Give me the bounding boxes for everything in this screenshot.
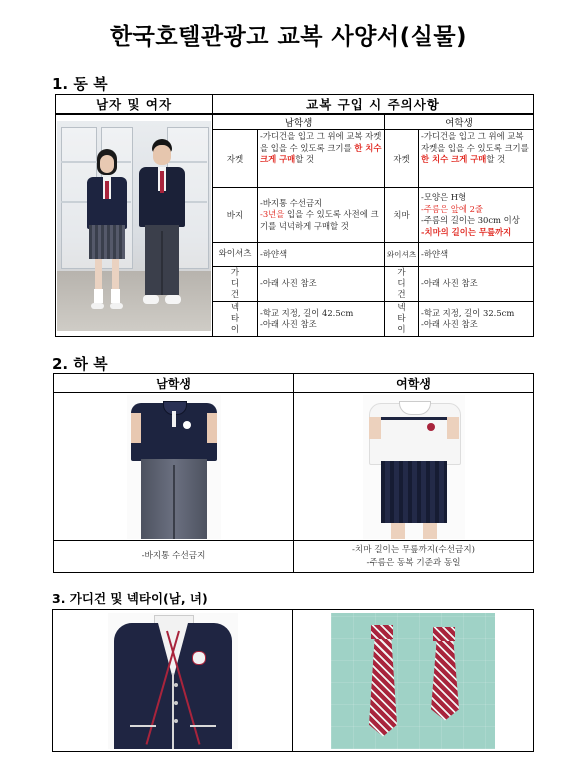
male-cardigan-label: 가디건 <box>213 267 258 302</box>
col-right-header: 교복 구입 시 주의사항 <box>213 95 534 115</box>
female-skirt-label: 치마 <box>385 188 419 243</box>
male-tie-note: -학교 지정, 길이 42.5cm -아래 사진 참조 <box>258 302 385 337</box>
male-header: 남학생 <box>213 114 385 130</box>
female-shirt-note: -하얀색 <box>419 243 534 267</box>
female-jacket-note: -가디건을 입고 그 위에 교복 자켓을 입을 수 있도록 크기를 한 치수 크게 구매할 것 <box>419 130 534 188</box>
summer-male-photo-cell <box>54 393 294 541</box>
section-winter-heading: 1. 동 복 <box>52 75 108 93</box>
section-summer-heading: 2. 하 복 <box>52 355 108 373</box>
male-jacket-note: -가디건을 입고 그 위에 교복 자켓을 입을 수 있도록 크기를 한 치수 크게 구매할 것 <box>258 130 385 188</box>
summer-male-photo <box>127 395 221 539</box>
female-header: 여학생 <box>385 114 534 130</box>
female-tie-note: -학교 지정, 길이 32.5cm -아래 사진 참조 <box>419 302 534 337</box>
winter-uniform-table <box>55 94 534 337</box>
male-cardigan-note: -아래 사진 참조 <box>258 267 385 302</box>
cardigan-photo <box>108 613 238 749</box>
accessories-table <box>52 609 534 752</box>
summer-female-note: -치마 길이는 무릎까지(수선금지) -주름은 동복 기준과 동일 <box>294 541 534 573</box>
female-tie-label: 넥타이 <box>385 302 419 337</box>
ties-photo <box>331 613 495 749</box>
summer-male-header: 남학생 <box>54 374 294 393</box>
female-cardigan-label: 가디건 <box>385 267 419 302</box>
summer-uniform-table <box>53 373 534 573</box>
ties-photo-cell <box>293 610 534 752</box>
summer-female-header: 여학생 <box>294 374 534 393</box>
female-skirt-note: -모양은 H형 -주름은 앞에 2줄 -주름의 길이는 30cm 이상 -치마의 길이는 무릎까지 <box>419 188 534 243</box>
female-cardigan-note: -아래 사진 참조 <box>419 267 534 302</box>
female-shirt-label: 와이셔츠 <box>385 243 419 267</box>
male-shirt-label: 와이셔츠 <box>213 243 258 267</box>
male-pants-note: -바지통 수선금지 -3년을 입을 수 있도록 사전에 크기를 넉넉하게 구매할 것 <box>258 188 385 243</box>
male-tie-label: 넥타이 <box>213 302 258 337</box>
summer-female-photo-cell <box>294 393 534 541</box>
col-left-header: 남자 및 여자 <box>56 95 213 115</box>
winter-uniform-photo-cell <box>56 114 213 337</box>
summer-female-photo <box>363 395 465 539</box>
male-jacket-label: 자켓 <box>213 130 258 188</box>
winter-uniform-photo <box>57 121 211 331</box>
page-title: 한국호텔관광고 교복 사양서(실물) <box>109 24 468 50</box>
female-jacket-label: 자켓 <box>385 130 419 188</box>
summer-male-note: -바지통 수선금지 <box>54 541 294 573</box>
cardigan-photo-cell <box>53 610 293 752</box>
section-accessories-heading: 3. 가디건 및 넥타이(남, 녀) <box>52 591 208 606</box>
male-pants-label: 바지 <box>213 188 258 243</box>
male-shirt-note: -하얀색 <box>258 243 385 267</box>
